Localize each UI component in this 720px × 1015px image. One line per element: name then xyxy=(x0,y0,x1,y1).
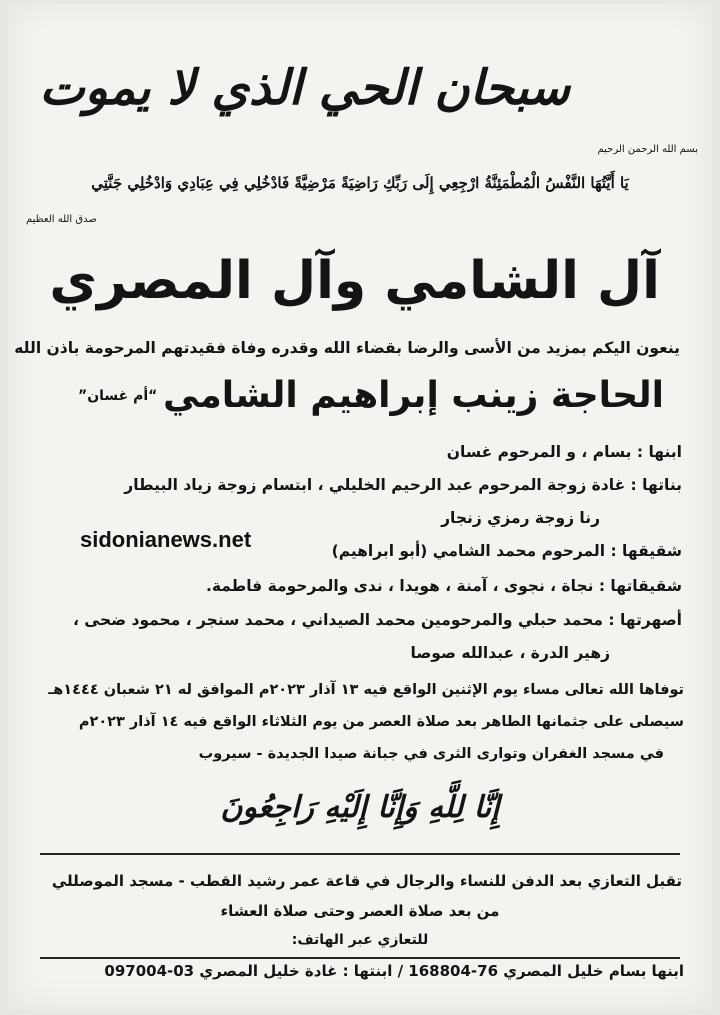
section-divider xyxy=(40,853,680,855)
daughters-line-1: بناتها : غادة زوجة المرحوم عبد الرحيم الخليلي ، ابتسام زوجة زياد البيطار xyxy=(124,476,682,494)
condolence-venue-line: تقبل التعازي بعد الدفن للنساء والرجال في قاعة عمر رشيد القطب - مسجد الموصللي xyxy=(51,872,682,890)
sisters-line: شقيقاتها : نجاة ، نجوى ، آمنة ، هويدا ، ندى والمرحومة فاطمة. xyxy=(205,577,682,595)
announcement-line: ينعون اليكم بمزيد من الأسى والرضا بقضاء الله وقدره وفاة فقيدتهم المرحومة باذن الله xyxy=(14,339,680,357)
phone-condolence-label: للتعازي عبر الهاتف: xyxy=(291,932,429,948)
burial-line: في مسجد الغفران وتوارى الثرى في جبانة صيدا الجديدة - سيروب xyxy=(198,746,664,762)
calligraphy-top: سبحان الحي الذي لا يموت xyxy=(39,60,570,116)
deceased-kunya: “أم غسان” xyxy=(78,388,158,404)
watermark-site: sidonianews.net xyxy=(80,527,252,552)
deceased-name: الحاجة زينب إبراهيم الشامي xyxy=(163,375,664,416)
daughters-line-2: رنا زوجة رمزي زنجار xyxy=(441,509,600,527)
phone-numbers-line: ابنها بسام خليل المصري 76-168804 / ابنتها : غادة خليل المصري 03-097004 xyxy=(104,962,684,980)
in-laws-line-1: أصهرتها : محمد حبلي والمرحومين محمد الصيداني ، محمد سنجر ، محمود ضحى ، xyxy=(72,611,682,629)
sadaqa-text: صدق الله العظيم xyxy=(26,214,97,225)
condolence-time-line: من بعد صلاة العصر وحتى صلاة العشاء xyxy=(220,902,500,920)
in-laws-line-2: زهير الدرة ، عبدالله صوصا xyxy=(410,644,610,662)
brother-line: شقيقها : المرحوم محمد الشامي (أبو ابراهيم) xyxy=(331,542,682,560)
families-title: آل الشامي وآل المصري xyxy=(49,251,660,311)
prayer-line: سيصلى على جثمانها الطاهر بعد صلاة العصر من يوم الثلاثاء الواقع فيه ١٤ آذار ٢٠٢٣م xyxy=(78,714,684,730)
calligraphy-bottom: إِنَّا لِلَّهِ وَإِنَّا إِلَيْهِ رَاجِعُونَ xyxy=(220,790,500,825)
quran-verse: يَا أَيَّتُهَا النَّفْسُ الْمُطْمَئِنَّةُ ارْجِعِي إِلَى رَبِّكِ رَاضِيَةً مَرْضِيَّةً فَادْخُلِي فِي عِبَادِي وَادْخُلِي جَنَّتِي xyxy=(91,174,629,192)
sons-line: ابنها : بسام ، و المرحوم غسان xyxy=(446,443,682,461)
phone-divider xyxy=(40,957,680,959)
death-date-line: توفاها الله تعالى مساء يوم الإثنين الواقع فيه ١٣ آذار ٢٠٢٣م الموافق له ٢١ شعبان ١٤٤٤هـ xyxy=(48,682,684,698)
basmala: بسم الله الرحمن الرحيم xyxy=(597,144,698,155)
